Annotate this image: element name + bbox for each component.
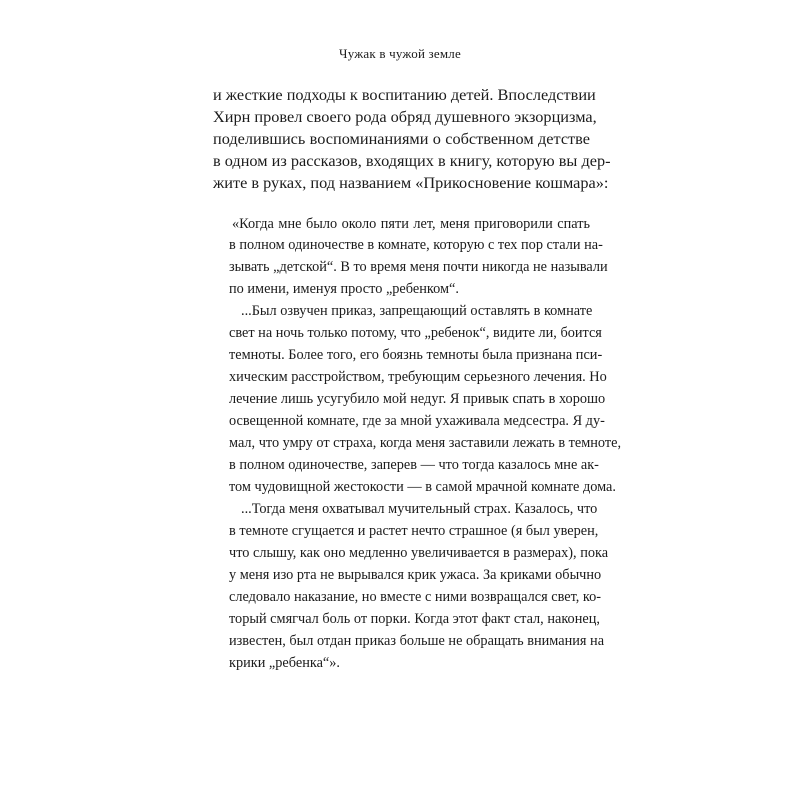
quote-line: освещенной комнате, где за мной ухаживала медсестра. Я ду-: [229, 413, 605, 429]
quote-line: торый смягчал боль от порки. Когда этот факт стал, наконец,: [229, 611, 600, 627]
paragraph-line: поделившись воспоминаниями о собственном детстве: [213, 129, 590, 148]
running-title: Чужак в чужой земле: [339, 46, 461, 61]
paragraph-line: в одном из рассказов, входящих в книгу, которую вы дер-: [213, 151, 611, 170]
quote-line: следовало наказание, но вместе с ними возвращался свет, ко-: [229, 589, 602, 605]
paragraph-line: жите в руках, под названием «Прикосновение кошмара»:: [213, 173, 609, 192]
quote-line: ...Был озвучен приказ, запрещающий оставлять в комнате: [241, 303, 593, 319]
quote-line: крики „ребенка“».: [229, 655, 340, 671]
paragraph-line: Хирн провел своего рода обряд душевного экзорцизма,: [213, 107, 597, 126]
quote-line: свет на ночь только потому, что „ребенок“, видите ли, боится: [229, 325, 602, 341]
quote-line: лечение лишь усугубило мой недуг. Я привык спать в хорошо: [229, 391, 606, 407]
quote-line: по имени, именуя просто „ребенком“.: [229, 281, 459, 297]
quote-line: том чудовищной жестокости — в самой мрачной комнате дома.: [229, 479, 616, 495]
quote-line: в темноте сгущается и растет нечто страшное (я был уверен,: [229, 523, 599, 539]
quote-line: зывать „детской“. В то время меня почти никогда не называли: [229, 259, 608, 275]
quote-line: что слышу, как оно медленно увеличивается в размерах), пока: [229, 545, 609, 561]
quote-line: ...Тогда меня охватывал мучительный страх. Казалось, что: [241, 501, 598, 517]
quote-line: известен, был отдан приказ больше не обращать внимания на: [229, 633, 605, 649]
quote-line: «Когда мне было около пяти лет, меня приговорили спать: [232, 216, 590, 232]
quote-line: темноты. Более того, его боязнь темноты была признана пси-: [229, 347, 603, 363]
quote-line: у меня изо рта не вырывался крик ужаса. За криками обычно: [229, 567, 602, 583]
quote-line: в полном одиночестве, заперев — что тогда казалось мне ак-: [229, 457, 599, 473]
quote-line: хическим расстройством, требующим серьезного лечения. Но: [229, 369, 607, 385]
quote-line: мал, что умру от страха, когда меня заставили лежать в темноте,: [229, 435, 622, 451]
paragraph-line: и жесткие подходы к воспитанию детей. Впоследствии: [213, 85, 596, 104]
quote-line: в полном одиночестве в комнате, которую с тех пор стали на-: [229, 237, 603, 253]
